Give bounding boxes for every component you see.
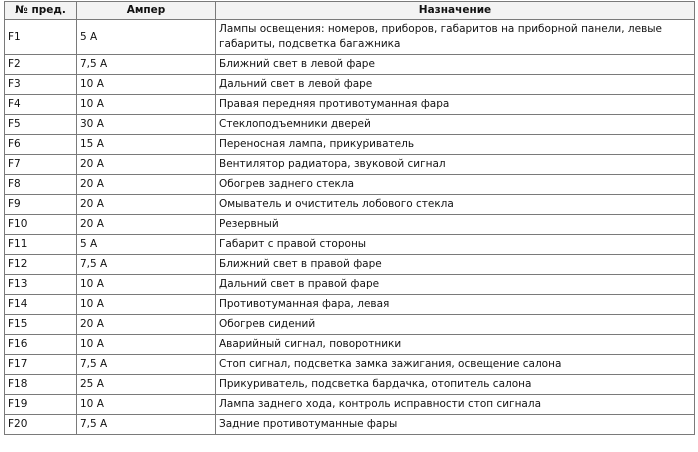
purpose-cell: Ближний свет в правой фаре	[216, 255, 695, 275]
table-row	[5, 415, 695, 435]
table-row	[5, 55, 695, 75]
fuse-id-cell: F12	[5, 255, 77, 275]
fuse-id-cell: F10	[5, 215, 77, 235]
purpose-cell: Дальний свет в правой фаре	[216, 275, 695, 295]
purpose-cell: Омыватель и очиститель лобового стекла	[216, 195, 695, 215]
fuse-id-cell: F14	[5, 295, 77, 315]
header-fuse: № пред.	[5, 2, 77, 20]
table-row	[5, 175, 695, 195]
fuse-id-cell: F17	[5, 355, 77, 375]
amps-cell: 30 А	[77, 115, 216, 135]
fuse-id-cell: F3	[5, 75, 77, 95]
table-row	[5, 195, 695, 215]
table-row	[5, 135, 695, 155]
header-row	[5, 2, 695, 20]
header-purpose: Назначение	[216, 2, 695, 20]
purpose-cell: Габарит с правой стороны	[216, 235, 695, 255]
purpose-cell: Задние противотуманные фары	[216, 415, 695, 435]
purpose-cell: Стеклоподъемники дверей	[216, 115, 695, 135]
purpose-cell: Вентилятор радиатора, звуковой сигнал	[216, 155, 695, 175]
amps-cell: 5 А	[77, 235, 216, 255]
purpose-cell: Стоп сигнал, подсветка замка зажигания, освещение салона	[216, 355, 695, 375]
amps-cell: 7,5 А	[77, 355, 216, 375]
table-row	[5, 375, 695, 395]
fuse-id-cell: F9	[5, 195, 77, 215]
fuse-id-cell: F18	[5, 375, 77, 395]
fuse-id-cell: F7	[5, 155, 77, 175]
amps-cell: 10 А	[77, 95, 216, 115]
table-row	[5, 95, 695, 115]
purpose-cell: Лампа заднего хода, контроль исправности стоп сигнала	[216, 395, 695, 415]
amps-cell: 5 А	[77, 20, 216, 55]
amps-cell: 20 А	[77, 195, 216, 215]
amps-cell: 7,5 А	[77, 255, 216, 275]
amps-cell: 10 А	[77, 75, 216, 95]
table-row	[5, 235, 695, 255]
fuse-table	[4, 1, 695, 435]
table-row	[5, 75, 695, 95]
amps-cell: 20 А	[77, 315, 216, 335]
purpose-cell: Переносная лампа, прикуриватель	[216, 135, 695, 155]
table-row	[5, 275, 695, 295]
header-amps: Ампер	[77, 2, 216, 20]
fuse-id-cell: F19	[5, 395, 77, 415]
table-row	[5, 295, 695, 315]
table-row	[5, 20, 695, 55]
table-row	[5, 255, 695, 275]
table-row	[5, 155, 695, 175]
fuse-id-cell: F1	[5, 20, 77, 55]
purpose-cell: Правая передняя противотуманная фара	[216, 95, 695, 115]
amps-cell: 20 А	[77, 175, 216, 195]
purpose-cell: Резервный	[216, 215, 695, 235]
purpose-cell: Обогрев сидений	[216, 315, 695, 335]
fuse-id-cell: F5	[5, 115, 77, 135]
purpose-cell: Дальний свет в левой фаре	[216, 75, 695, 95]
purpose-cell: Ближний свет в левой фаре	[216, 55, 695, 75]
amps-cell: 10 А	[77, 335, 216, 355]
fuse-id-cell: F13	[5, 275, 77, 295]
amps-cell: 15 А	[77, 135, 216, 155]
purpose-cell: Прикуриватель, подсветка бардачка, отопитель салона	[216, 375, 695, 395]
purpose-cell: Противотуманная фара, левая	[216, 295, 695, 315]
fuse-id-cell: F16	[5, 335, 77, 355]
table-row	[5, 115, 695, 135]
amps-cell: 10 А	[77, 275, 216, 295]
purpose-cell: Лампы освещения: номеров, приборов, габаритов на приборной панели, левые габариты, подсветка багажника	[216, 20, 695, 55]
table-row	[5, 355, 695, 375]
purpose-cell: Аварийный сигнал, поворотники	[216, 335, 695, 355]
fuse-id-cell: F11	[5, 235, 77, 255]
table-row	[5, 315, 695, 335]
fuse-id-cell: F6	[5, 135, 77, 155]
purpose-cell: Обогрев заднего стекла	[216, 175, 695, 195]
amps-cell: 10 А	[77, 395, 216, 415]
table-row	[5, 215, 695, 235]
amps-cell: 7,5 А	[77, 415, 216, 435]
fuse-id-cell: F15	[5, 315, 77, 335]
table-row	[5, 335, 695, 355]
amps-cell: 10 А	[77, 295, 216, 315]
amps-cell: 7,5 А	[77, 55, 216, 75]
amps-cell: 20 А	[77, 155, 216, 175]
fuse-id-cell: F2	[5, 55, 77, 75]
table-row	[5, 395, 695, 415]
amps-cell: 20 А	[77, 215, 216, 235]
fuse-id-cell: F4	[5, 95, 77, 115]
fuse-id-cell: F20	[5, 415, 77, 435]
amps-cell: 25 А	[77, 375, 216, 395]
fuse-id-cell: F8	[5, 175, 77, 195]
